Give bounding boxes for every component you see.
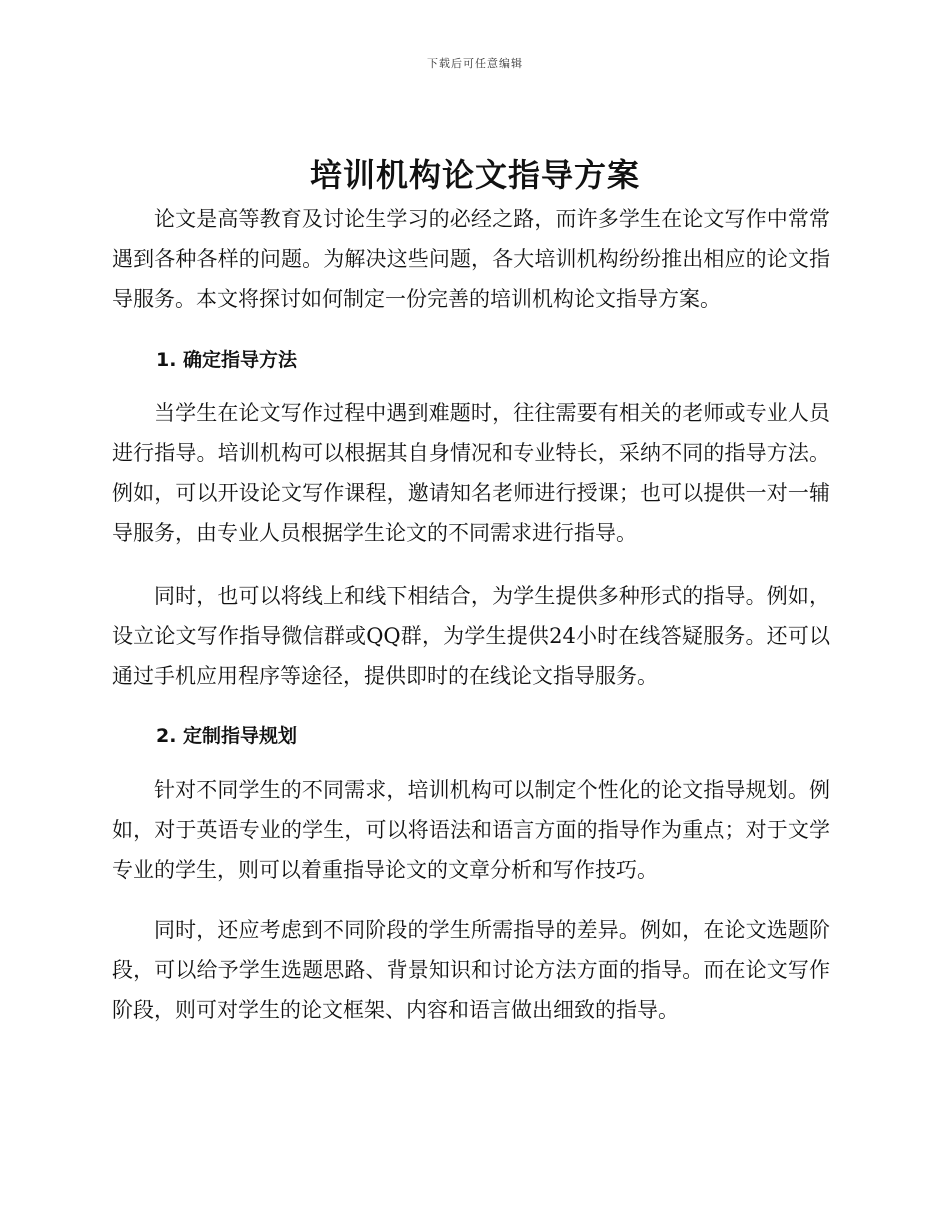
page-header: 下载后可任意编辑	[427, 57, 523, 70]
intro-paragraph: 论文是高等教育及讨论生学习的必经之路，而许多学生在论文写作中常常遇到各种各样的问题。为解决这些问题，各大培训机构纷纷推出相应的论文指导服务。本文将探讨如何制定一份完善的培训机构论文指导方案。	[112, 207, 830, 311]
section-1-paragraph-1: 当学生在论文写作过程中遇到难题时，往往需要有相关的老师或专业人员进行指导。培训机构可以根据其自身情况和专业特长，采纳不同的指导方法。例如，可以开设论文写作课程，邀请知名老师进行授课；也可以提供一对一辅导服务，由专业人员根据学生论文的不同需求进行指导。	[112, 401, 830, 545]
section-1-paragraph-2: 同时，也可以将线上和线下相结合，为学生提供多种形式的指导。例如，设立论文写作指导微信群或QQ群，为学生提供24小时在线答疑服务。还可以通过手机应用程序等途径，提供即时的在线论文指导服务。	[112, 584, 830, 688]
section-2-paragraph-2: 同时，还应考虑到不同阶段的学生所需指导的差异。例如，在论文选题阶段，可以给予学生选题思路、背景知识和讨论方法方面的指导。而在论文写作阶段，则可对学生的论文框架、内容和语言做出细致的指导。	[112, 918, 830, 1022]
section-heading-1: 1. 确定指导方法	[156, 349, 298, 371]
section-heading-2: 2. 定制指导规划	[156, 725, 298, 747]
section-2-paragraph-1: 针对不同学生的不同需求，培训机构可以制定个性化的论文指导规划。例如，对于英语专业的学生，可以将语法和语言方面的指导作为重点；对于文学专业的学生，则可以着重指导论文的文章分析和写作技巧。	[112, 778, 830, 882]
document-title: 培训机构论文指导方案	[309, 156, 640, 194]
